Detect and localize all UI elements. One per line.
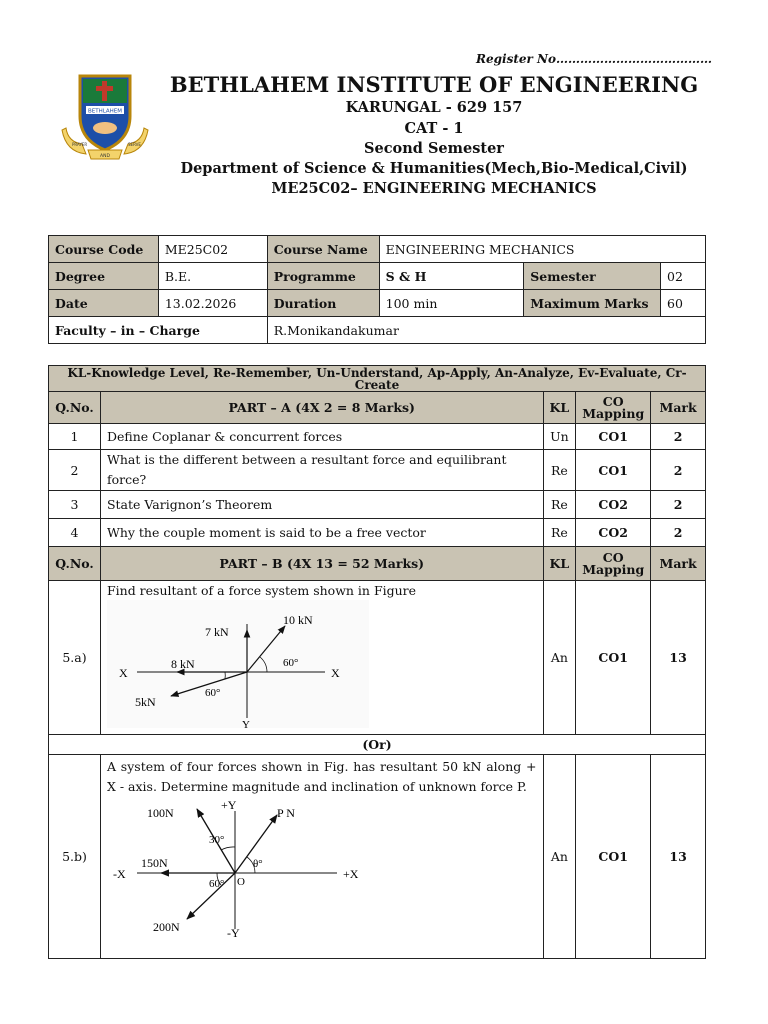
force-label: 7 kN bbox=[204, 625, 229, 639]
angle-label: 30° bbox=[208, 834, 225, 846]
angle-label: 60° bbox=[204, 687, 221, 699]
force-diagram-5a bbox=[107, 600, 369, 728]
angle-label: 60° bbox=[208, 878, 225, 890]
axis-label: -X bbox=[112, 867, 126, 881]
axis-label: Y bbox=[241, 719, 250, 728]
question-kl: An bbox=[543, 755, 576, 959]
svg-text:AND: AND bbox=[100, 154, 110, 159]
question-co: CO1 bbox=[576, 581, 651, 735]
or-divider: (Or) bbox=[49, 735, 706, 755]
question-co: CO1 bbox=[576, 424, 651, 450]
force-label: 8 kN bbox=[170, 657, 195, 671]
question-mark: 13 bbox=[651, 755, 706, 959]
svg-text:PRAYER: PRAYER bbox=[72, 142, 88, 147]
table-row bbox=[49, 755, 706, 959]
question-mark: 2 bbox=[651, 491, 706, 519]
table-row bbox=[49, 450, 706, 491]
question-text: State Varignon’s Theorem bbox=[100, 491, 543, 519]
question-number: 2 bbox=[49, 450, 101, 491]
question-number: 5.a) bbox=[49, 581, 101, 735]
course-info-table bbox=[48, 235, 706, 344]
duration: 100 min bbox=[379, 290, 524, 317]
angle-label: θ° bbox=[252, 858, 263, 870]
degree-label: Degree bbox=[49, 263, 159, 290]
axis-label: +X bbox=[342, 867, 359, 881]
question-table bbox=[48, 365, 706, 959]
course-code: ME25C02 bbox=[158, 236, 267, 263]
question-kl: An bbox=[543, 581, 576, 735]
question-text: Find resultant of a force system shown in Figure bbox=[106, 583, 417, 598]
duration-label: Duration bbox=[267, 290, 379, 317]
semester: 02 bbox=[661, 263, 706, 290]
axis-label: +Y bbox=[220, 798, 237, 812]
mark-header: Mark bbox=[651, 547, 706, 581]
force-diagram-5b bbox=[107, 797, 377, 937]
qno-header: Q.No. bbox=[49, 392, 101, 424]
table-row bbox=[49, 491, 706, 519]
angle-label: 60° bbox=[282, 657, 299, 669]
force-label: P N bbox=[276, 806, 295, 820]
question-kl: Un bbox=[543, 424, 576, 450]
part-a-title: PART – A (4X 2 = 8 Marks) bbox=[100, 392, 543, 424]
course-name-label: Course Name bbox=[267, 236, 379, 263]
faculty-label: Faculty – in – Charge bbox=[49, 317, 268, 344]
question-co: CO2 bbox=[576, 491, 651, 519]
semester-title: Second Semester bbox=[364, 140, 504, 157]
institute-location: KARUNGAL - 629 157 bbox=[345, 99, 523, 116]
question-text: Why the couple moment is said to be a free vector bbox=[100, 519, 543, 547]
faculty: R.Monikandakumar bbox=[267, 317, 705, 344]
axis-label: X bbox=[330, 666, 340, 680]
table-row bbox=[49, 581, 706, 735]
mark-header: Mark bbox=[651, 392, 706, 424]
co-header: CO Mapping bbox=[576, 547, 651, 581]
question-number: 1 bbox=[49, 424, 101, 450]
max-marks-label: Maximum Marks bbox=[524, 290, 661, 317]
origin-label: O bbox=[236, 876, 245, 888]
question-number: 4 bbox=[49, 519, 101, 547]
exam-name: CAT - 1 bbox=[404, 120, 464, 137]
question-co: CO1 bbox=[576, 450, 651, 491]
force-label: 200N bbox=[152, 920, 180, 934]
date: 13.02.2026 bbox=[158, 290, 267, 317]
question-mark: 2 bbox=[651, 424, 706, 450]
force-label: 150N bbox=[140, 856, 168, 870]
force-label: 5kN bbox=[134, 695, 156, 709]
institute-name: BETHLAHEM INSTITUTE OF ENGINEERING bbox=[169, 72, 699, 97]
question-mark: 13 bbox=[651, 581, 706, 735]
axis-label: -Y bbox=[226, 926, 240, 937]
logo-text: BETHLAHEM bbox=[87, 108, 123, 115]
question-kl: Re bbox=[543, 491, 576, 519]
question-mark: 2 bbox=[651, 450, 706, 491]
question-number: 5.b) bbox=[49, 755, 101, 959]
institute-logo bbox=[56, 70, 154, 162]
programme: S & H bbox=[379, 263, 524, 290]
programme-label: Programme bbox=[267, 263, 379, 290]
register-number: Register No………………………………… bbox=[476, 52, 712, 66]
course-code-label: Course Code bbox=[49, 236, 159, 263]
kl-legend: KL-Knowledge Level, Re-Remember, Un-Understand, Ap-Apply, An-Analyze, Ev-Evaluate, Cr-Create bbox=[49, 366, 706, 392]
question-text: Define Coplanar & concurrent forces bbox=[100, 424, 543, 450]
course-title: ME25C02– ENGINEERING MECHANICS bbox=[271, 180, 597, 197]
date-label: Date bbox=[49, 290, 159, 317]
co-header: CO Mapping bbox=[576, 392, 651, 424]
question-number: 3 bbox=[49, 491, 101, 519]
qno-header: Q.No. bbox=[49, 547, 101, 581]
question-kl: Re bbox=[543, 450, 576, 491]
department-name: Department of Science & Humanities(Mech,Bio-Medical,Civil) bbox=[180, 160, 688, 177]
course-name: ENGINEERING MECHANICS bbox=[379, 236, 705, 263]
force-label: 100N bbox=[146, 806, 174, 820]
table-row bbox=[49, 424, 706, 450]
svg-text:SERVE: SERVE bbox=[128, 142, 141, 147]
degree: B.E. bbox=[158, 263, 267, 290]
axis-label: X bbox=[118, 666, 128, 680]
kl-header: KL bbox=[543, 547, 576, 581]
question-kl: Re bbox=[543, 519, 576, 547]
question-co: CO2 bbox=[576, 519, 651, 547]
table-row bbox=[49, 519, 706, 547]
force-label: 10 kN bbox=[282, 613, 313, 627]
question-text: A system of four forces shown in Fig. has resultant 50 kN along + X - axis. Determine magnitude and inclination of unknown force P. bbox=[106, 759, 537, 794]
question-co: CO1 bbox=[576, 755, 651, 959]
max-marks: 60 bbox=[661, 290, 706, 317]
question-text: What is the different between a resultant force and equilibrant force? bbox=[100, 450, 543, 491]
kl-header: KL bbox=[543, 392, 576, 424]
question-mark: 2 bbox=[651, 519, 706, 547]
semester-label: Semester bbox=[524, 263, 661, 290]
part-b-title: PART – B (4X 13 = 52 Marks) bbox=[100, 547, 543, 581]
